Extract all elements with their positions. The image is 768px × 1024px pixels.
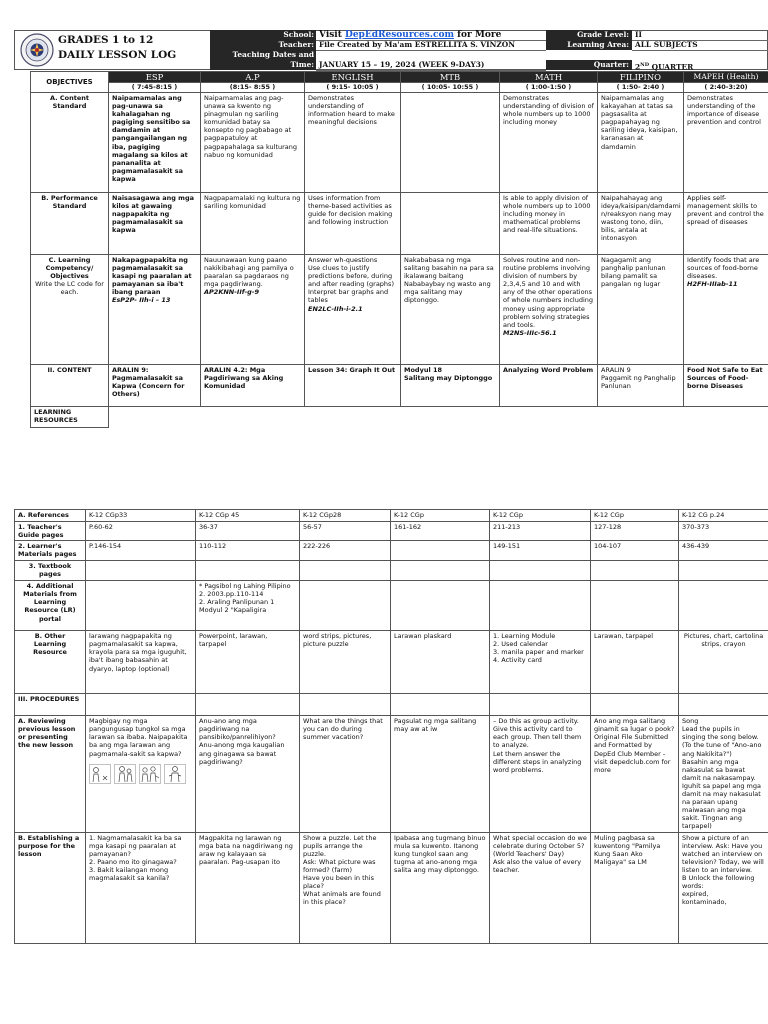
- content-english: Lesson 34: Graph It Out: [305, 365, 401, 407]
- performance-standard-math: Is able to apply division of whole numbers up to 1000 including money in mathematical problems and real-life situations.: [500, 193, 598, 255]
- teacher-label: Teacher:: [210, 40, 316, 50]
- empty-cell: [391, 694, 490, 716]
- dates-label-line2: Time:: [290, 60, 314, 69]
- subject-ap: A.P: [201, 72, 305, 83]
- am-english: [300, 581, 391, 631]
- grade-level-value: II: [632, 30, 768, 41]
- am-filipino: [591, 581, 679, 631]
- time-mapeh: ( 2:40-3:20): [684, 83, 768, 93]
- reviewing-esp: [86, 716, 196, 832]
- time-english: ( 9:15- 10:05 ): [305, 83, 401, 93]
- time-esp: ( 7:45-8:15 ): [109, 83, 201, 93]
- establishing-english: Show a puzzle. Let the pupils arrange the puzzle. Ask: What picture was formed? (farm) Have you been in this place? What animals are found in this place?: [300, 832, 391, 943]
- row-label-establishing: B. Establishing a purpose for the lesson: [15, 832, 86, 943]
- competency-code: M2NS-IIIc-56.1: [503, 328, 557, 337]
- competency-text: Answer wh-questions Use clues to justify predictions before, during and after reading (graphs) Interpret bar graphs and tables: [308, 256, 394, 305]
- empty-cell: [591, 561, 679, 581]
- empty-cell: [300, 561, 391, 581]
- establishing-math: What special occasion do we celebrate during October 5? (World Teachers' Day) Ask also the value of every teacher.: [490, 832, 591, 943]
- ref-mapeh: K-12 CG p.24: [679, 510, 768, 522]
- subject-mtb: MTB: [401, 72, 500, 83]
- performance-standard-filipino: Naipahahayag ang ideya/kaisipan/damdami n/reaksyon nang may wastong tono, diin, bilis, antala at intonasyon: [598, 193, 684, 255]
- content-standard-filipino: Naipamamalas ang kakayahan at tatas sa pagsasalita at pagpapahayag ng sariling ideya, kaisipan, karanasan at damdamin: [598, 93, 684, 193]
- content-standard-english: Demonstrates understanding of information heard to make meaningful decisions: [305, 93, 401, 193]
- tg-math: 211-213: [490, 522, 591, 541]
- row-label-procedures: III. PROCEDURES: [15, 694, 86, 716]
- reviewing-math: – Do this as group activity. Give this activity card to each group. Then tell them to analyze. Let them answer the different steps in analyzing word problems.: [490, 716, 591, 832]
- olr-filipino: Larawan, tarpapel: [591, 631, 679, 694]
- depedresources-link[interactable]: DepEdResources.com: [345, 30, 454, 40]
- olr-esp: larawang nagpapakita ng pagmamalasakit sa kapwa, krayola para sa mga iguguhit, iba't ibang babasahin at dyaryo, laptop (optional): [86, 631, 196, 694]
- learning-competency-label: C. Learning Competency/ Objectives: [45, 256, 94, 281]
- row-label-other-learning-resource: B. Other Learning Resource: [15, 631, 86, 694]
- subject-english: ENGLISH: [305, 72, 401, 83]
- learning-area-label: Learning Area:: [546, 40, 632, 50]
- competency-esp: [109, 255, 201, 365]
- ref-ap: K-12 CGp 45: [196, 510, 300, 522]
- performance-standard-mtb: [401, 193, 500, 255]
- objectives-header: OBJECTIVES: [31, 72, 109, 93]
- competency-code: EN2LC-IIh-i-2.1: [308, 304, 363, 313]
- establishing-mtb: Ipabasa ang tugmang binuo mula sa kuwento. Itanong kung tungkol saan ang tugma at ano-anong mga salita ang may diptonggo.: [391, 832, 490, 943]
- school-label: School:: [210, 30, 316, 40]
- quarter-number: 2: [635, 62, 641, 72]
- competency-mtb: [401, 255, 500, 365]
- empty-cell: [490, 561, 591, 581]
- competency-text: Nagagamit ang panghalip panlunan bilang pamalit sa pangalan ng lugar: [601, 256, 666, 289]
- row-label-content: II. CONTENT: [31, 365, 109, 407]
- reviewing-mtb: Pagsulat ng mga salitang may aw at iw: [391, 716, 490, 832]
- dates-label-line1: Teaching Dates and: [232, 50, 314, 59]
- content-filipino: ARALIN 9 Paggamit ng Panghalip Panlunan: [598, 365, 684, 407]
- competency-code: H2FH-IIIab-11: [687, 280, 738, 289]
- title-daily-lesson-log: DAILY LESSON LOG: [58, 49, 177, 61]
- competency-text: Solves routine and non-routine problems involving division of numbers by 2,3,4,5 and 10 and with any of the other operations of whole numbers including money using appropriate problem solving strategies and tools.: [503, 256, 594, 329]
- time-filipino: ( 1:50- 2:40 ): [598, 83, 684, 93]
- row-label-content-standard: A. Content Standard: [31, 93, 109, 193]
- reviewing-esp-text: Magbigay ng mga pangungusap tungkol sa mga larawan sa ibaba. Naipapakita ba ang mga larawan ang pagmamala-sakit sa kapwa?: [89, 717, 188, 758]
- competency-mapeh: [684, 255, 768, 365]
- time-ap: (8:15- 8:55 ): [201, 83, 305, 93]
- am-math: [490, 581, 591, 631]
- content-math: Analyzing Word Problem: [500, 365, 598, 407]
- performance-standard-english: Uses information from theme-based activities as guide for decision making and following instruction: [305, 193, 401, 255]
- empty-cell: [490, 694, 591, 716]
- competency-code: AP2KNN-IIf-g-9: [204, 288, 260, 297]
- learners-materials-row: [15, 541, 768, 561]
- empty-cell: [86, 694, 196, 716]
- empty-cell: [300, 694, 391, 716]
- content-standard-ap: Naipamamalas ang pag-unawa sa kwento ng pinagmulan ng sariling komunidad batay sa konsepto ng pagbabago at pagpapatuloy at pagpapahalaga sa kulturang nabuo ng komunidad: [201, 93, 305, 193]
- teachers-guide-row: [15, 522, 768, 541]
- olr-math: 1. Learning Module 2. Used calendar 3. manila paper and marker 4. Activity card: [490, 631, 591, 694]
- title-grades: GRADES 1 to 12: [58, 34, 154, 46]
- procedures-row: [15, 694, 768, 716]
- olr-english: word strips, pictures, picture puzzle: [300, 631, 391, 694]
- performance-standard-mapeh: Applies self-management skills to prevent and control the spread of diseases: [684, 193, 768, 255]
- competency-math: [500, 255, 598, 365]
- subject-esp: ESP: [109, 72, 201, 83]
- competency-text: Identify foods that are sources of food-borne diseases.: [687, 256, 760, 281]
- empty-cell: [391, 561, 490, 581]
- ref-filipino: K-12 CGp: [591, 510, 679, 522]
- empty-cell: [86, 561, 196, 581]
- quarter-suffix: ND: [640, 62, 650, 68]
- establishing-ap: Magpakita ng larawan ng mga bata na nagdiriwang ng araw ng kalayaan sa paaralan. Pag-usapan ito: [196, 832, 300, 943]
- subject-math: MATH: [500, 72, 598, 83]
- lm-mtb: [391, 541, 490, 561]
- time-mtb: ( 10:05- 10:55 ): [401, 83, 500, 93]
- establishing-esp: 1. Nagmamalasakit ka ba sa mga kasapi ng paaralan at pamayanan? 2. Paano mo ito ginagawa? 3. Bakit kailangan mong magmalasakit sa kanila?: [86, 832, 196, 943]
- lm-filipino: 104-107: [591, 541, 679, 561]
- olr-ap: Powerpoint, larawan, tarpapel: [196, 631, 300, 694]
- content-standard-mapeh: Demonstrates understanding of the importance of disease prevention and control: [684, 93, 768, 193]
- teacher-value: File Created by Ma'am ESTRELLITA S. VINZON: [316, 40, 546, 51]
- content-esp: ARALIN 9: Pagmamalasakit sa Kapwa (Concern for Others): [109, 365, 201, 407]
- olr-mapeh: Pictures, chart, cartolina strips, crayon: [679, 631, 768, 694]
- performance-standard-ap: Nagpapamalaki ng kultura ng sariling komunidad: [201, 193, 305, 255]
- olr-mtb: Larawan plaskard: [391, 631, 490, 694]
- ref-math: K-12 CGp: [490, 510, 591, 522]
- lesson-log-header: [0, 30, 768, 71]
- row-label-learning-competency: [31, 255, 109, 365]
- competency-text: Nauunawaan kung paano nakikibahagi ang pamilya o paaralan sa pagdaraos ng mga pagdiriwang.: [204, 256, 294, 289]
- competency-ap: [201, 255, 305, 365]
- learning-area-value: ALL SUBJECTS: [632, 40, 768, 51]
- content-standard-math: Demonstrates understanding of division of whole numbers up to 1000 including money: [500, 93, 598, 193]
- other-learning-resource-row: [15, 631, 768, 694]
- ref-esp: K-12 CGp33: [86, 510, 196, 522]
- lm-esp: P.146-154: [86, 541, 196, 561]
- am-ap: * Pagsibol ng Lahing Pilipino 2. 2003.pp.110-114 2. Araling Panlipunan 1 Modyul 2 "Kapaligira: [196, 581, 300, 631]
- quarter-word: QUARTER: [651, 62, 694, 72]
- am-mapeh: [679, 581, 768, 631]
- establishing-row: [15, 832, 768, 943]
- reviewing-mapeh: Song Lead the pupils in singing the song below. (To the tune of "Ano-ano ang Nakikita?") Basahin ang mga nakasulat sa bawat damit na nakasampay. Iguhit sa papel ang mga damit na may nakasulat na paraan upang maiwasan ang mga sakit. Tingnan ang tarpapel): [679, 716, 768, 832]
- performance-standard-esp: Naisasagawa ang mga kilos at gawaing nagpapakita ng pagmamalasakit sa kapwa: [109, 193, 201, 255]
- learning-resources-empty: [109, 407, 768, 428]
- tg-mapeh: 370-373: [679, 522, 768, 541]
- row-label-references: A. References: [15, 510, 86, 522]
- school-prefix: Visit: [319, 30, 342, 40]
- kindness-picture-icon: [114, 764, 136, 784]
- reviewing-filipino: Ano ang mga salitang ginamit sa lugar o pook? Original File Submitted and Formatted by DepEd Club Member - visit depedclub.com for more: [591, 716, 679, 832]
- competency-text: Nakababasa ng mga salitang basahin na para sa ikalawang baitang Nababaybay ng wasto ang mga salitang may diptonggo.: [404, 256, 494, 305]
- content-row: [31, 365, 768, 407]
- am-esp: [86, 581, 196, 631]
- row-label-learners-materials: 2. Learner's Materials pages: [15, 541, 86, 561]
- kindness-picture-icon: [139, 764, 161, 784]
- empty-cell: [679, 561, 768, 581]
- tg-mtb: 161-162: [391, 522, 490, 541]
- tg-esp: P.60-62: [86, 522, 196, 541]
- empty-cell: [196, 694, 300, 716]
- dates-label: [210, 50, 316, 70]
- tg-english: 56-57: [300, 522, 391, 541]
- reviewing-english: What are the things that you can do during summer vacation?: [300, 716, 391, 832]
- lm-ap: 110-112: [196, 541, 300, 561]
- grade-level-label: Grade Level:: [546, 30, 632, 40]
- content-standard-mtb: [401, 93, 500, 193]
- row-label-textbook: 3. Textbook pages: [15, 561, 86, 581]
- references-row: [15, 510, 768, 522]
- ref-mtb: K-12 CGp: [391, 510, 490, 522]
- subject-mapeh: MAPEH (Health): [684, 72, 768, 83]
- time-math: ( 1:00-1:50 ): [500, 83, 598, 93]
- row-label-learning-resources: LEARNING RESOURCES: [31, 407, 109, 428]
- row-label-performance-standard: B. Performance Standard: [31, 193, 109, 255]
- school-suffix: for More: [457, 30, 502, 40]
- objectives-table: [30, 71, 768, 428]
- content-mtb: Modyul 18 Salitang may Diptonggo: [401, 365, 500, 407]
- empty-cell: [196, 561, 300, 581]
- row-label-teachers-guide: 1. Teacher's Guide pages: [15, 522, 86, 541]
- competency-code: EsP2P- IIh-i – 13: [112, 296, 171, 305]
- reviewing-ap: Anu-ano ang mga pagdiriwang na pansibiko/panrelihiyon? Anu-anong mga kaugalian ang ginagawa sa bawat pagdiriwang?: [196, 716, 300, 832]
- dates-value: JANUARY 15 – 19, 2024 (WEEK 9-DAY3): [316, 60, 546, 71]
- kindness-picture-icon: [89, 764, 111, 784]
- performance-standard-row: [31, 193, 768, 255]
- tg-filipino: 127-128: [591, 522, 679, 541]
- additional-materials-row: [15, 581, 768, 631]
- subject-filipino: FILIPINO: [598, 72, 684, 83]
- lm-mapeh: 436-439: [679, 541, 768, 561]
- quarter-label: Quarter:: [546, 60, 632, 70]
- establishing-filipino: Muling pagbasa sa kuwentong "Pamilya Kung Saan Ako Maligaya" sa LM: [591, 832, 679, 943]
- kindness-picture-icon: [164, 764, 186, 784]
- learning-resources-row: [31, 407, 768, 428]
- empty-cell: [679, 694, 768, 716]
- row-label-reviewing: A. Reviewing previous lesson or presenting the new lesson: [15, 716, 86, 832]
- learning-competency-note: Write the LC code for each.: [35, 280, 104, 297]
- tg-ap: 36-37: [196, 522, 300, 541]
- empty-cell: [591, 694, 679, 716]
- competency-english: [305, 255, 401, 365]
- content-mapeh: Food Not Safe to Eat Sources of Food-borne Diseases: [684, 365, 768, 407]
- content-ap: ARALIN 4.2: Mga Pagdiriwang sa Aking Komunidad: [201, 365, 305, 407]
- competency-filipino: [598, 255, 684, 365]
- establishing-mapeh: Show a picture of an interview. Ask: Have you watched an interview on television? Today, we will listen to an interview. B Unlock the following words: expired, kontaminado,: [679, 832, 768, 943]
- learning-competency-row: [31, 255, 768, 365]
- competency-text: Nakapagpapakita ng pagmamalasakit sa kasapi ng paaralan at pamayanan sa iba't ibang paraan: [112, 256, 192, 297]
- lm-math: 149-151: [490, 541, 591, 561]
- ref-english: K-12 CGp28: [300, 510, 391, 522]
- row-label-additional-materials: 4. Additional Materials from Learning Resource (LR) portal: [15, 581, 86, 631]
- reviewing-row: [15, 716, 768, 832]
- content-standard-row: [31, 93, 768, 193]
- kindness-pictures: [89, 764, 192, 784]
- textbook-row: [15, 561, 768, 581]
- content-standard-esp: Naipamamalas ang pag-unawa sa kahalagahan ng pagiging sensitibo sa damdamin at pangangailangan ng iba, pagiging magalang sa kilos at pananalita at pagmamalasakit sa kapwa: [109, 93, 201, 193]
- procedures-table: [14, 509, 768, 944]
- lm-english: 222-226: [300, 541, 391, 561]
- am-mtb: [391, 581, 490, 631]
